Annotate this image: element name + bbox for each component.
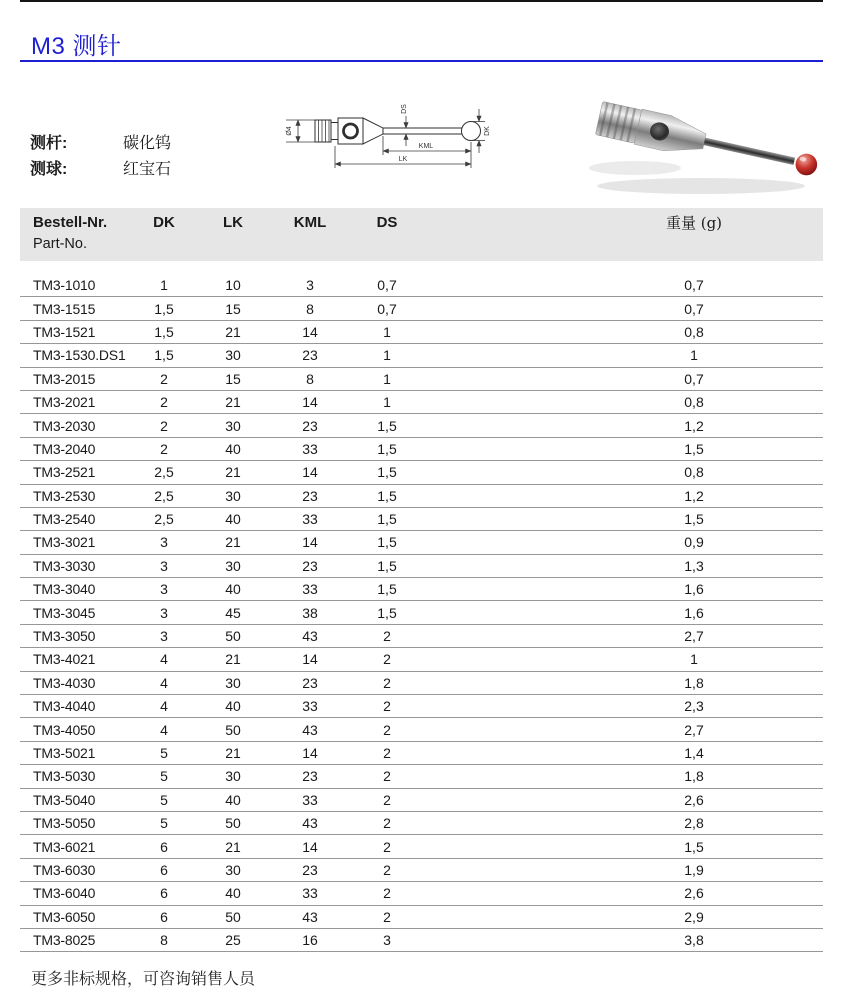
cell-dimension: 1,5 xyxy=(133,320,195,343)
cell-part-no: TM3-2540 xyxy=(20,507,133,530)
table-row xyxy=(20,695,823,718)
body-section xyxy=(338,118,363,144)
cell-weight: 2,7 xyxy=(565,718,823,741)
cell-dimension: 0,7 xyxy=(349,274,425,297)
cell-part-no: TM3-3030 xyxy=(20,554,133,577)
cell-part-no: TM3-2030 xyxy=(20,414,133,437)
cell-dimension: 43 xyxy=(271,718,349,741)
cell-spacer xyxy=(425,882,565,905)
cell-spacer xyxy=(425,367,565,390)
cell-dimension: 1,5 xyxy=(349,554,425,577)
cell-spacer xyxy=(425,648,565,671)
cell-dimension: 2 xyxy=(349,882,425,905)
cell-spacer xyxy=(425,928,565,951)
cell-dimension: 2 xyxy=(133,390,195,413)
ball-material-value: 红宝石 xyxy=(123,161,172,178)
cell-dimension: 8 xyxy=(271,367,349,390)
photo-shaft xyxy=(704,138,795,165)
cell-weight: 0,8 xyxy=(565,390,823,413)
table-body xyxy=(20,261,823,952)
cell-dimension: 33 xyxy=(271,788,349,811)
dim-label-lk: LK xyxy=(398,156,408,163)
footer-note: 更多非标规格，可咨询销售人员 xyxy=(31,971,256,988)
cell-dimension: 33 xyxy=(271,507,349,530)
cell-dimension: 23 xyxy=(271,858,349,881)
cell-spacer xyxy=(425,835,565,858)
cell-dimension: 40 xyxy=(195,507,271,530)
cell-part-no: TM3-3021 xyxy=(20,531,133,554)
cell-spacer xyxy=(425,811,565,834)
cell-dimension: 8 xyxy=(133,928,195,951)
cell-weight: 2,6 xyxy=(565,882,823,905)
cell-dimension: 23 xyxy=(271,344,349,367)
cell-dimension: 5 xyxy=(133,811,195,834)
table-row xyxy=(20,882,823,905)
cell-dimension: 2 xyxy=(349,741,425,764)
cell-dimension: 1 xyxy=(349,367,425,390)
title-underline xyxy=(20,60,823,62)
shaft-material-value: 碳化钨 xyxy=(123,135,172,152)
cell-part-no: TM3-5030 xyxy=(20,765,133,788)
cell-dimension: 6 xyxy=(133,835,195,858)
cell-dimension: 1,5 xyxy=(349,601,425,624)
table-row xyxy=(20,905,823,928)
top-rule xyxy=(20,0,823,2)
cell-weight: 3,8 xyxy=(565,928,823,951)
table-row xyxy=(20,718,823,741)
cell-weight: 0,8 xyxy=(565,320,823,343)
cell-dimension: 2 xyxy=(133,437,195,460)
cell-dimension: 6 xyxy=(133,905,195,928)
cell-dimension: 3 xyxy=(133,624,195,647)
cell-dimension: 33 xyxy=(271,695,349,718)
table-row xyxy=(20,835,823,858)
cell-dimension: 38 xyxy=(271,601,349,624)
cell-dimension: 21 xyxy=(195,320,271,343)
cell-dimension: 21 xyxy=(195,648,271,671)
spec-table xyxy=(20,208,823,952)
dim-label-ds: DS xyxy=(401,104,408,114)
cell-dimension: 14 xyxy=(271,320,349,343)
cell-spacer xyxy=(425,671,565,694)
cell-spacer xyxy=(425,788,565,811)
cell-dimension: 2 xyxy=(349,788,425,811)
cell-dimension: 2 xyxy=(349,765,425,788)
cell-part-no: TM3-2021 xyxy=(20,390,133,413)
cell-dimension: 6 xyxy=(133,882,195,905)
cell-dimension: 43 xyxy=(271,624,349,647)
cell-weight: 0,7 xyxy=(565,297,823,320)
header-kml: KML xyxy=(271,208,349,261)
taper-section xyxy=(363,118,383,144)
cell-dimension: 30 xyxy=(195,858,271,881)
cell-dimension: 8 xyxy=(271,297,349,320)
cell-dimension: 50 xyxy=(195,718,271,741)
cell-part-no: TM3-2040 xyxy=(20,437,133,460)
cell-weight: 1,6 xyxy=(565,578,823,601)
cell-dimension: 2 xyxy=(133,414,195,437)
header-part-no-en: Part-No. xyxy=(33,236,87,252)
cell-spacer xyxy=(425,601,565,624)
cell-part-no: TM3-5050 xyxy=(20,811,133,834)
cell-part-no: TM3-5021 xyxy=(20,741,133,764)
stylus-photo xyxy=(583,90,835,202)
cell-dimension: 23 xyxy=(271,554,349,577)
cell-weight: 1,5 xyxy=(565,507,823,530)
cell-spacer xyxy=(425,765,565,788)
cell-dimension: 6 xyxy=(133,858,195,881)
header-ds: DS xyxy=(349,208,425,261)
cell-part-no: TM3-1010 xyxy=(20,274,133,297)
cell-part-no: TM3-5040 xyxy=(20,788,133,811)
table-row xyxy=(20,788,823,811)
cell-dimension: 50 xyxy=(195,624,271,647)
cell-dimension: 30 xyxy=(195,344,271,367)
table-row xyxy=(20,765,823,788)
table-row xyxy=(20,671,823,694)
cell-dimension: 43 xyxy=(271,811,349,834)
cell-spacer xyxy=(425,437,565,460)
cell-dimension: 30 xyxy=(195,765,271,788)
cell-dimension: 25 xyxy=(195,928,271,951)
cell-spacer xyxy=(425,554,565,577)
cell-dimension: 2 xyxy=(349,718,425,741)
cell-dimension: 4 xyxy=(133,648,195,671)
cell-dimension: 3 xyxy=(133,601,195,624)
cell-part-no: TM3-6040 xyxy=(20,882,133,905)
cell-part-no: TM3-2530 xyxy=(20,484,133,507)
table-row xyxy=(20,928,823,951)
cell-part-no: TM3-1515 xyxy=(20,297,133,320)
cell-weight: 2,6 xyxy=(565,788,823,811)
header-bestell-nr: Bestell-Nr. xyxy=(33,214,108,231)
cell-part-no: TM3-6050 xyxy=(20,905,133,928)
cell-dimension: 50 xyxy=(195,905,271,928)
cell-dimension: 14 xyxy=(271,531,349,554)
cell-part-no: TM3-4021 xyxy=(20,648,133,671)
cell-dimension: 15 xyxy=(195,367,271,390)
cell-dimension: 43 xyxy=(271,905,349,928)
photo-body xyxy=(634,109,708,159)
cell-dimension: 30 xyxy=(195,414,271,437)
cell-dimension: 2 xyxy=(349,905,425,928)
cell-spacer xyxy=(425,741,565,764)
cell-dimension: 4 xyxy=(133,718,195,741)
cell-dimension: 1 xyxy=(349,390,425,413)
table-row xyxy=(20,297,823,320)
cell-dimension: 1 xyxy=(349,344,425,367)
cell-spacer xyxy=(425,297,565,320)
cell-dimension: 1,5 xyxy=(133,344,195,367)
cell-dimension: 2 xyxy=(349,811,425,834)
material-specs xyxy=(30,131,171,183)
cell-dimension: 1,5 xyxy=(349,414,425,437)
cell-dimension: 14 xyxy=(271,741,349,764)
cell-dimension: 21 xyxy=(195,461,271,484)
cell-dimension: 15 xyxy=(195,297,271,320)
cell-weight: 1,8 xyxy=(565,671,823,694)
photo-ruby-ball xyxy=(793,152,819,178)
spec-table-container xyxy=(20,208,823,952)
cell-dimension: 1,5 xyxy=(349,461,425,484)
cell-weight: 0,7 xyxy=(565,274,823,297)
table-header-row xyxy=(20,208,823,261)
cell-weight: 1,9 xyxy=(565,858,823,881)
table-row xyxy=(20,507,823,530)
cell-dimension: 40 xyxy=(195,578,271,601)
stylus-dimension-drawing xyxy=(258,93,520,190)
spacer-row xyxy=(20,261,823,274)
cell-weight: 1 xyxy=(565,648,823,671)
cell-weight: 1,2 xyxy=(565,484,823,507)
cell-dimension: 3 xyxy=(133,554,195,577)
cell-dimension: 4 xyxy=(133,671,195,694)
cell-dimension: 1,5 xyxy=(349,531,425,554)
spec-row-ball xyxy=(30,157,171,183)
table-row xyxy=(20,601,823,624)
ball-material-label: 测球: xyxy=(30,161,68,178)
cell-part-no: TM3-4030 xyxy=(20,671,133,694)
cell-dimension: 3 xyxy=(133,531,195,554)
spec-row-shaft xyxy=(30,131,171,157)
cell-dimension: 2,5 xyxy=(133,507,195,530)
cell-dimension: 21 xyxy=(195,835,271,858)
cell-dimension: 30 xyxy=(195,671,271,694)
cell-dimension: 40 xyxy=(195,437,271,460)
cell-dimension: 2,5 xyxy=(133,461,195,484)
table-row xyxy=(20,531,823,554)
cell-spacer xyxy=(425,531,565,554)
cell-dimension: 1,5 xyxy=(349,437,425,460)
table-row xyxy=(20,858,823,881)
photo-shadow xyxy=(597,178,805,194)
cell-part-no: TM3-1521 xyxy=(20,320,133,343)
cell-dimension: 14 xyxy=(271,648,349,671)
cell-dimension: 30 xyxy=(195,484,271,507)
cell-dimension: 40 xyxy=(195,695,271,718)
cell-dimension: 21 xyxy=(195,531,271,554)
table-row xyxy=(20,390,823,413)
table-row xyxy=(20,741,823,764)
page-title: M3 测针 xyxy=(31,33,122,60)
cell-dimension: 23 xyxy=(271,414,349,437)
cell-spacer xyxy=(425,320,565,343)
cell-dimension: 2 xyxy=(349,648,425,671)
ball-section xyxy=(462,122,481,141)
header-part-no xyxy=(20,208,133,261)
table-row xyxy=(20,554,823,577)
cell-dimension: 14 xyxy=(271,461,349,484)
cell-weight: 1,5 xyxy=(565,437,823,460)
header-weight: 重量 (g) xyxy=(565,208,823,261)
cell-weight: 0,8 xyxy=(565,461,823,484)
cell-dimension: 33 xyxy=(271,437,349,460)
dim-label-d4: Ø4 xyxy=(286,126,293,136)
cell-dimension: 33 xyxy=(271,578,349,601)
cell-part-no: TM3-6021 xyxy=(20,835,133,858)
cell-part-no: TM3-3040 xyxy=(20,578,133,601)
cell-dimension: 2,5 xyxy=(133,484,195,507)
table-row xyxy=(20,648,823,671)
cell-weight: 1 xyxy=(565,344,823,367)
cell-weight: 2,7 xyxy=(565,624,823,647)
shaft-section xyxy=(383,128,465,134)
cell-dimension: 2 xyxy=(133,367,195,390)
cell-part-no: TM3-4040 xyxy=(20,695,133,718)
cell-dimension: 1 xyxy=(133,274,195,297)
cell-dimension: 50 xyxy=(195,811,271,834)
header-lk: LK xyxy=(195,208,271,261)
cell-weight: 2,9 xyxy=(565,905,823,928)
dim-label-dk: DK xyxy=(484,126,491,136)
cell-spacer xyxy=(425,905,565,928)
cell-part-no: TM3-2015 xyxy=(20,367,133,390)
cell-weight: 0,7 xyxy=(565,367,823,390)
cell-dimension: 30 xyxy=(195,554,271,577)
cell-dimension: 23 xyxy=(271,484,349,507)
cell-part-no: TM3-8025 xyxy=(20,928,133,951)
cell-part-no: TM3-6030 xyxy=(20,858,133,881)
cell-dimension: 5 xyxy=(133,765,195,788)
cell-dimension: 10 xyxy=(195,274,271,297)
cell-dimension: 3 xyxy=(349,928,425,951)
cell-dimension: 0,7 xyxy=(349,297,425,320)
cell-dimension: 45 xyxy=(195,601,271,624)
cell-spacer xyxy=(425,858,565,881)
cell-spacer xyxy=(425,695,565,718)
cell-weight: 0,9 xyxy=(565,531,823,554)
dim-label-kml: KML xyxy=(418,143,434,150)
table-row xyxy=(20,437,823,460)
cell-spacer xyxy=(425,344,565,367)
table-row xyxy=(20,274,823,297)
cell-dimension: 40 xyxy=(195,882,271,905)
cell-dimension: 21 xyxy=(195,390,271,413)
shaft-material-label: 测杆: xyxy=(30,135,68,152)
cell-spacer xyxy=(425,414,565,437)
cell-dimension: 4 xyxy=(133,695,195,718)
cell-dimension: 16 xyxy=(271,928,349,951)
cell-dimension: 3 xyxy=(133,578,195,601)
table-row xyxy=(20,811,823,834)
cell-dimension: 1,5 xyxy=(133,297,195,320)
cell-dimension: 33 xyxy=(271,882,349,905)
cell-dimension: 1,5 xyxy=(349,507,425,530)
collar-section xyxy=(331,123,338,140)
cell-dimension: 1 xyxy=(349,320,425,343)
cell-spacer xyxy=(425,507,565,530)
cell-weight: 1,8 xyxy=(565,765,823,788)
table-row xyxy=(20,414,823,437)
cell-spacer xyxy=(425,390,565,413)
cell-part-no: TM3-1530.DS1 xyxy=(20,344,133,367)
cell-dimension: 40 xyxy=(195,788,271,811)
cell-dimension: 2 xyxy=(349,835,425,858)
cell-dimension: 5 xyxy=(133,741,195,764)
table-row xyxy=(20,578,823,601)
cell-weight: 1,2 xyxy=(565,414,823,437)
table-row xyxy=(20,320,823,343)
cell-weight: 1,5 xyxy=(565,835,823,858)
cell-dimension: 14 xyxy=(271,835,349,858)
cell-weight: 1,3 xyxy=(565,554,823,577)
cell-dimension: 5 xyxy=(133,788,195,811)
cell-dimension: 14 xyxy=(271,390,349,413)
table-row xyxy=(20,344,823,367)
cell-weight: 1,6 xyxy=(565,601,823,624)
cell-weight: 2,8 xyxy=(565,811,823,834)
cell-weight: 2,3 xyxy=(565,695,823,718)
cell-spacer xyxy=(425,274,565,297)
cell-weight: 1,4 xyxy=(565,741,823,764)
cell-dimension: 1,5 xyxy=(349,484,425,507)
cell-dimension: 1,5 xyxy=(349,578,425,601)
cell-spacer xyxy=(425,624,565,647)
table-row xyxy=(20,461,823,484)
cell-part-no: TM3-2521 xyxy=(20,461,133,484)
cell-part-no: TM3-4050 xyxy=(20,718,133,741)
table-row xyxy=(20,484,823,507)
cell-dimension: 2 xyxy=(349,858,425,881)
cell-part-no: TM3-3045 xyxy=(20,601,133,624)
cell-dimension: 3 xyxy=(271,274,349,297)
cell-spacer xyxy=(425,461,565,484)
cell-dimension: 2 xyxy=(349,695,425,718)
cell-spacer xyxy=(425,484,565,507)
cell-dimension: 21 xyxy=(195,741,271,764)
cell-dimension: 2 xyxy=(349,624,425,647)
table-row xyxy=(20,624,823,647)
header-spacer xyxy=(425,208,565,261)
cell-dimension: 23 xyxy=(271,671,349,694)
cell-dimension: 23 xyxy=(271,765,349,788)
cell-spacer xyxy=(425,578,565,601)
table-row xyxy=(20,367,823,390)
cell-dimension: 2 xyxy=(349,671,425,694)
cell-part-no: TM3-3050 xyxy=(20,624,133,647)
header-dk: DK xyxy=(133,208,195,261)
cell-spacer xyxy=(425,718,565,741)
